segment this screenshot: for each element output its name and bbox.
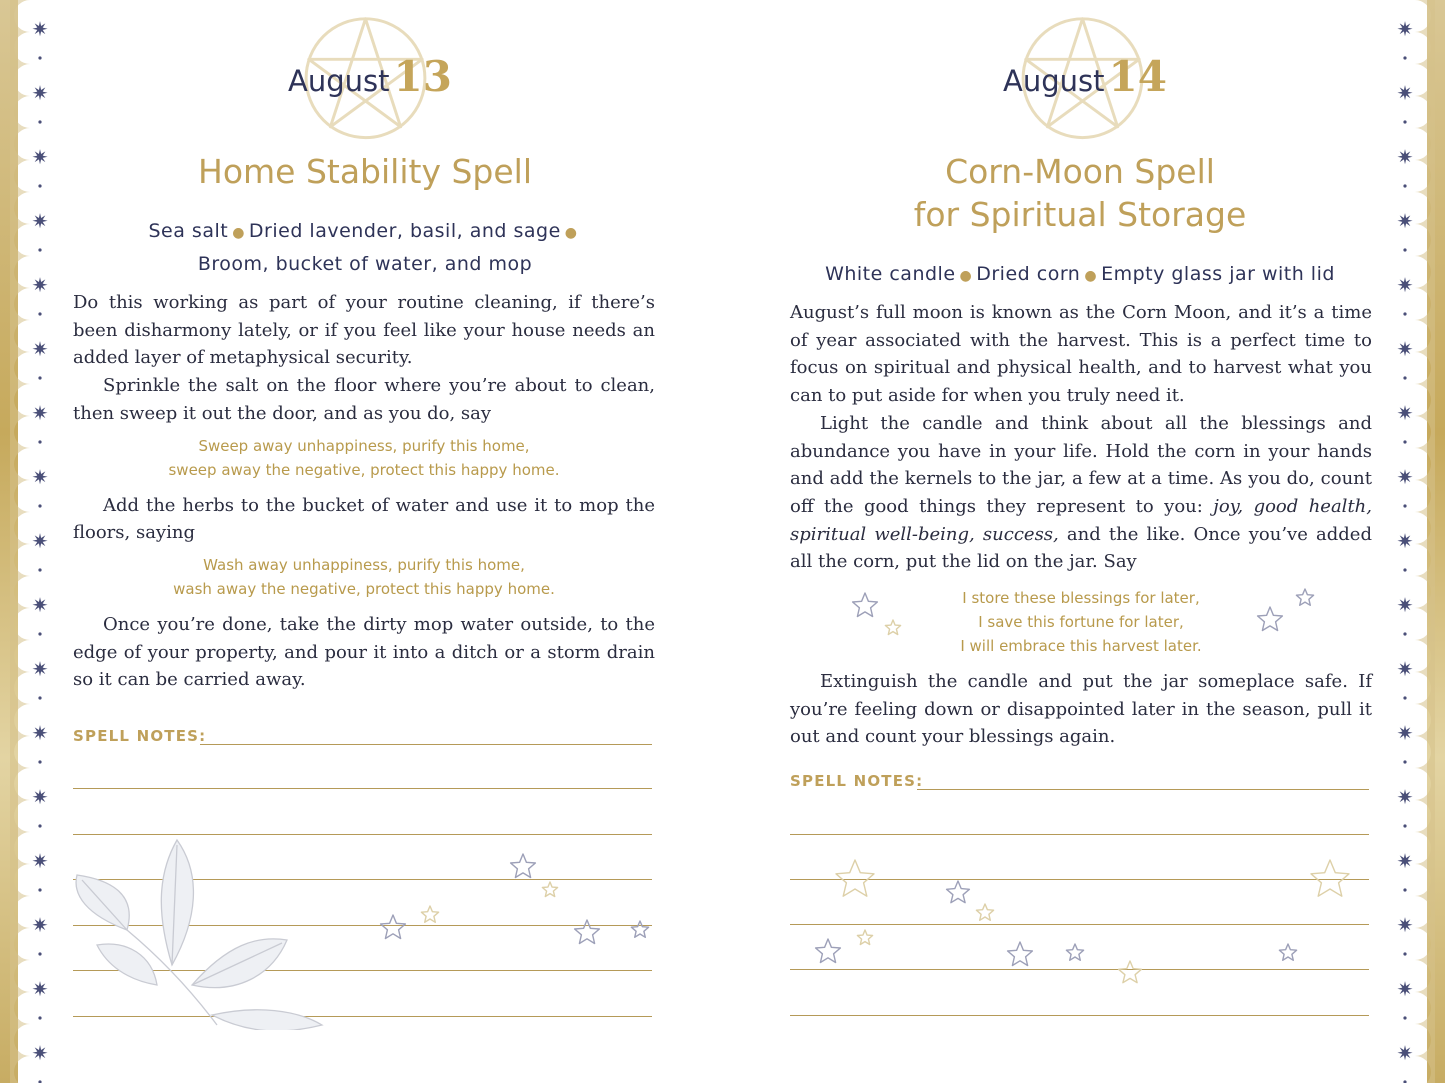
star-icon bbox=[947, 881, 970, 903]
paragraph: Once you’re done, take the dirty mop water outside, to the edge of your property, and pour it into a ditch or a storm drain so it can be carried away. bbox=[73, 613, 655, 691]
asterisk-star-icon: ✷ bbox=[1396, 913, 1414, 937]
left-page bbox=[55, 0, 675, 1083]
star-icon bbox=[542, 882, 557, 897]
paragraph: Add the herbs to the bucket of water and use it to mop the floors, saying bbox=[73, 494, 655, 544]
paragraph-text: and the like. Once you’ve added all the corn, put the lid on the jar. Say bbox=[790, 523, 1372, 573]
dot-icon bbox=[1403, 248, 1406, 251]
star-icon bbox=[857, 930, 872, 945]
asterisk-star-icon: ✷ bbox=[31, 593, 49, 617]
date-day: 13 bbox=[393, 52, 452, 101]
notes-line bbox=[790, 1015, 1369, 1016]
dot-icon bbox=[38, 1016, 41, 1019]
asterisk-star-icon: ✷ bbox=[31, 81, 49, 105]
chant-line: I store these blessings for later, bbox=[962, 589, 1200, 608]
spell-body bbox=[73, 289, 655, 694]
asterisk-star-icon: ✷ bbox=[1396, 529, 1414, 553]
bullet-dot-icon: ● bbox=[1084, 268, 1098, 284]
notes-line bbox=[917, 789, 1369, 790]
ingredients-line bbox=[770, 258, 1390, 293]
paragraph: Sprinkle the salt on the floor where you’re about to clean, then sweep it out the door, and as you do, say bbox=[73, 375, 655, 424]
dot-icon bbox=[38, 568, 41, 571]
dot-icon bbox=[1403, 120, 1406, 123]
chant bbox=[73, 553, 655, 601]
spell-notes-label: SPELL NOTES: bbox=[73, 727, 207, 745]
star-icon bbox=[1296, 589, 1313, 605]
dot-icon bbox=[1403, 184, 1406, 187]
asterisk-star-icon: ✷ bbox=[1396, 785, 1414, 809]
right-page bbox=[770, 0, 1390, 1083]
ingredients-line-1 bbox=[55, 215, 675, 250]
asterisk-star-icon: ✷ bbox=[1396, 977, 1414, 1001]
dot-icon bbox=[38, 56, 41, 59]
asterisk-star-icon: ✷ bbox=[1396, 721, 1414, 745]
dot-icon bbox=[38, 632, 41, 635]
ingredient: White candle bbox=[825, 263, 956, 285]
date-month: August bbox=[1003, 64, 1105, 98]
asterisk-star-icon: ✷ bbox=[31, 1041, 49, 1065]
spell-title bbox=[770, 150, 1390, 236]
star-icon bbox=[1258, 607, 1283, 631]
paragraph: Do this working as part of your routine cleaning, if there’s been disharmony lately, or if you feel like your house needs an added layer of metaphysical security. bbox=[73, 292, 655, 369]
paragraph-emphasis: joy, good health, spiritual well-being, success, bbox=[790, 495, 1372, 545]
star-icon bbox=[853, 593, 878, 617]
date-day: 14 bbox=[1108, 52, 1167, 101]
dot-icon bbox=[1403, 568, 1406, 571]
ingredient: Empty glass jar with lid bbox=[1101, 263, 1335, 285]
dot-icon bbox=[1403, 760, 1406, 763]
asterisk-star-icon: ✷ bbox=[1396, 273, 1414, 297]
bullet-dot-icon: ● bbox=[564, 225, 578, 241]
paragraph-text: Light the candle and think about all the blessings and abundance you have in your life. Hold the corn in your hands and add the kernels to the jar, a few at a time. As you do, count off the good things they represent to you: bbox=[790, 412, 1372, 517]
star-icon bbox=[1279, 944, 1296, 960]
stars-decoration bbox=[305, 845, 665, 975]
dot-icon bbox=[1403, 888, 1406, 891]
dot-icon bbox=[38, 376, 41, 379]
chant-line: wash away the negative, protect this happy home. bbox=[173, 579, 555, 598]
dot-icon bbox=[1403, 952, 1406, 955]
dot-icon bbox=[1403, 824, 1406, 827]
ingredient: Dried lavender, basil, and sage bbox=[248, 220, 561, 242]
asterisk-star-icon: ✷ bbox=[1396, 657, 1414, 681]
chant bbox=[73, 434, 655, 482]
asterisk-star-icon: ✷ bbox=[31, 465, 49, 489]
asterisk-star-icon: ✷ bbox=[31, 401, 49, 425]
dot-icon bbox=[38, 888, 41, 891]
asterisk-star-icon: ✷ bbox=[1396, 849, 1414, 873]
asterisk-star-icon: ✷ bbox=[31, 785, 49, 809]
dot-icon bbox=[1403, 376, 1406, 379]
dot-icon bbox=[1403, 312, 1406, 315]
dot-icon bbox=[38, 440, 41, 443]
asterisk-star-icon: ✷ bbox=[1396, 17, 1414, 41]
spell-notes-label: SPELL NOTES: bbox=[790, 772, 924, 790]
bullet-dot-icon: ● bbox=[959, 268, 973, 284]
star-icon bbox=[381, 915, 406, 939]
dot-icon bbox=[38, 824, 41, 827]
star-icon bbox=[836, 860, 874, 896]
asterisk-star-icon: ✷ bbox=[31, 337, 49, 361]
dot-icon bbox=[38, 248, 41, 251]
star-icon bbox=[631, 921, 648, 937]
star-icon bbox=[421, 906, 438, 922]
ingredient: Dried corn bbox=[976, 263, 1081, 285]
dot-icon bbox=[1403, 504, 1406, 507]
star-icon bbox=[1311, 860, 1349, 896]
ingredients-line-2: Broom, bucket of water, and mop bbox=[197, 253, 533, 275]
asterisk-star-icon: ✷ bbox=[1396, 465, 1414, 489]
star-icon bbox=[1008, 942, 1033, 966]
asterisk-star-icon: ✷ bbox=[1396, 145, 1414, 169]
star-icon bbox=[1119, 961, 1142, 983]
spell-title: Home Stability Spell bbox=[198, 152, 532, 191]
dot-icon bbox=[38, 504, 41, 507]
dot-icon bbox=[1403, 696, 1406, 699]
asterisk-star-icon: ✷ bbox=[31, 913, 49, 937]
asterisk-star-icon: ✷ bbox=[31, 17, 49, 41]
leaves-illustration-icon bbox=[67, 835, 327, 1030]
spell-title-line: Corn-Moon Spell bbox=[945, 152, 1215, 191]
paragraph: Extinguish the candle and put the jar someplace safe. If you’re feeling down or disappointed later in the season, pull it out and count your blessings again. bbox=[790, 671, 1372, 748]
notes-line bbox=[73, 788, 652, 789]
asterisk-star-icon: ✷ bbox=[31, 145, 49, 169]
dot-icon bbox=[38, 120, 41, 123]
paragraph: August’s full moon is known as the Corn Moon, and it’s a time of year associated with the harvest. This is a perfect time to focus on spiritual and physical health, and to harvest what you can to put aside for when you truly need it. bbox=[790, 302, 1372, 407]
star-icon bbox=[575, 920, 600, 944]
scallop-edge bbox=[1415, 0, 1435, 1083]
star-icon bbox=[511, 854, 536, 878]
asterisk-star-icon: ✷ bbox=[31, 849, 49, 873]
asterisk-star-icon: ✷ bbox=[31, 273, 49, 297]
date-month: August bbox=[288, 64, 390, 98]
ingredient: Sea salt bbox=[148, 220, 229, 242]
scallop-edge bbox=[10, 0, 30, 1083]
spell-title-line: for Spiritual Storage bbox=[913, 195, 1247, 234]
asterisk-star-icon: ✷ bbox=[1396, 593, 1414, 617]
asterisk-star-icon: ✷ bbox=[1396, 337, 1414, 361]
star-icon bbox=[976, 904, 993, 920]
dot-icon bbox=[38, 696, 41, 699]
dot-icon bbox=[38, 952, 41, 955]
dot-icon bbox=[1403, 1016, 1406, 1019]
asterisk-star-icon: ✷ bbox=[1396, 1041, 1414, 1065]
chant-line: I will embrace this harvest later. bbox=[960, 637, 1202, 656]
asterisk-star-icon: ✷ bbox=[31, 657, 49, 681]
spell-body bbox=[790, 299, 1372, 751]
asterisk-star-icon: ✷ bbox=[31, 977, 49, 1001]
star-icon bbox=[885, 620, 900, 635]
dot-icon bbox=[38, 184, 41, 187]
asterisk-star-icon: ✷ bbox=[31, 721, 49, 745]
notes-line bbox=[790, 834, 1369, 835]
dot-icon bbox=[38, 760, 41, 763]
star-icon bbox=[1066, 944, 1083, 960]
stars-decoration bbox=[840, 580, 1330, 650]
dot-icon bbox=[1403, 632, 1406, 635]
chant-line: sweep away the negative, protect this happy home. bbox=[168, 460, 560, 479]
asterisk-star-icon: ✷ bbox=[1396, 209, 1414, 233]
date-heading bbox=[1003, 52, 1167, 101]
asterisk-star-icon: ✷ bbox=[1396, 81, 1414, 105]
stars-decoration bbox=[810, 855, 1380, 995]
paragraph bbox=[790, 410, 1372, 576]
asterisk-star-icon: ✷ bbox=[31, 529, 49, 553]
notes-line bbox=[200, 744, 652, 745]
dot-icon bbox=[38, 312, 41, 315]
chant-line: Sweep away unhappiness, purify this home, bbox=[198, 436, 530, 455]
dot-icon bbox=[1403, 56, 1406, 59]
asterisk-star-icon: ✷ bbox=[1396, 401, 1414, 425]
chant-line: Wash away unhappiness, purify this home, bbox=[203, 555, 525, 574]
asterisk-star-icon: ✷ bbox=[31, 209, 49, 233]
date-heading bbox=[288, 52, 452, 101]
bullet-dot-icon: ● bbox=[232, 225, 245, 241]
chant-line: I save this fortune for later, bbox=[978, 613, 1184, 632]
dot-icon bbox=[1403, 440, 1406, 443]
star-icon bbox=[816, 939, 841, 963]
